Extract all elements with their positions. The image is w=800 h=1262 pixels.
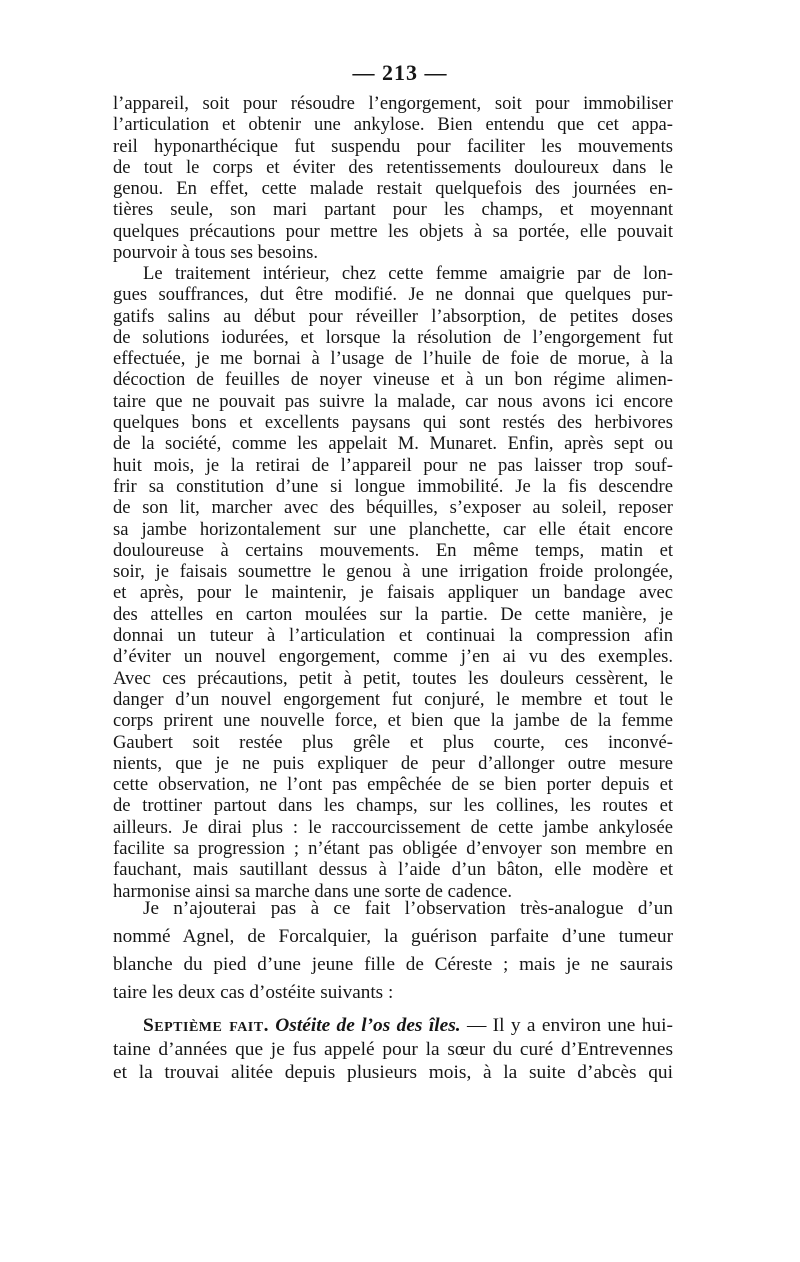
text-line: de la société, comme les appelait M. Munaret. Enfin, après sept ou [113, 433, 673, 455]
text-line: quelques bons et excellents paysans qui sont restés des herbivores [113, 412, 673, 434]
text-line: taire les deux cas d’ostéite suivants : [113, 982, 394, 1003]
text-line: reil hyponarthécique fut suspendu pour faciliter les mouvements [113, 135, 673, 157]
text-line: de son lit, marcher avec des béquilles, s’exposer au soleil, reposer [113, 497, 673, 519]
text-line: donnai un tuteur à l’articulation et continuai la compression afin [113, 625, 673, 647]
text-line: nommé Agnel, de Forcalquier, la guérison parfaite d’une tumeur [113, 926, 673, 947]
text-line: et après, pour le maintenir, je faisais appliquer un bandage avec [113, 582, 673, 604]
text-line: huit mois, je la retirai de l’appareil pour ne pas laisser trop souf- [113, 454, 673, 476]
text-line: ailleurs. Je dirai plus : le raccourcissement de cette jambe ankylosée [113, 816, 673, 838]
text-line: Avec ces précautions, petit à petit, toutes les douleurs cessèrent, le [113, 667, 673, 689]
text-fragment: — Il y a environ une hui- [466, 1015, 673, 1036]
text-line: de trottiner partout dans les champs, sur les collines, les routes et [113, 795, 673, 817]
paragraph-2 [113, 263, 673, 902]
text-line: douloureuse à certains mouvements. En même temps, matin et [113, 539, 673, 561]
paragraph-1 [113, 93, 673, 263]
text-line: Le traitement intérieur, chez cette femme amaigrie par de lon- [143, 263, 673, 284]
text-line: corps prirent une nouvelle force, et bien que la jambe de la femme [113, 710, 673, 732]
text-line: décoction de feuilles de noyer vineuse et à un bon régime alimen- [113, 369, 673, 391]
text-line: facilite sa progression ; n’étant pas obligée d’envoyer son membre en [113, 838, 673, 860]
text-line: l’appareil, soit pour résoudre l’engorgement, soit pour immobiliser [113, 93, 673, 114]
text-line: quelques précautions pour mettre les objets à sa portée, elle pouvait [113, 220, 673, 242]
text-line: gues souffrances, dut être modifié. Je ne donnai que quelques pur- [113, 284, 673, 306]
text-line: sa jambe horizontalement sur une planchette, car elle était encore [113, 518, 673, 540]
section-label: Septième fait. [143, 1015, 269, 1036]
text-line: des attelles en carton moulées sur la partie. De cette manière, je [113, 603, 673, 625]
text-line: Je n’ajouterai pas à ce fait l’observation très-analogue d’un [143, 898, 673, 919]
text-line: pourvoir à tous ses besoins. [113, 242, 319, 264]
page-number: — 213 — [352, 60, 448, 85]
text-line: taire que ne pouvait pas suivre la malade, car nous avons ici encore [113, 390, 673, 412]
text-line: tières seule, son mari partant pour les champs, et moyennant [113, 199, 673, 221]
text-line: cette observation, ne l’ont pas empêchée de se bien porter depuis et [113, 774, 673, 796]
text-line: soir, je faisais soumettre le genou à une irrigation froide prolongée, [113, 561, 673, 583]
section-title: Ostéite de l’os des îles. [275, 1015, 461, 1036]
text-line: harmonise ainsi sa marche dans une sorte de cadence. [113, 880, 513, 902]
paragraph-3 [113, 895, 673, 1007]
text-line: genou. En effet, cette malade restait quelquefois des journées en- [113, 178, 673, 200]
text-line: blanche du pied d’une jeune fille de Céreste ; mais je ne saurais [113, 954, 673, 975]
text-line: d’éviter un nouvel engorgement, comme j’en ai vu des exemples. [113, 646, 673, 668]
text-line [113, 1014, 673, 1038]
paragraph-4 [113, 1014, 673, 1085]
text-line: gatifs salins au début pour réveiller l’absorption, de petites doses [113, 305, 673, 327]
text-line: effectuée, je me bornai à l’usage de l’huile de foie de morue, à la [113, 348, 673, 370]
text-line: de tout le corps et éviter des retentissements douloureux dans le [113, 156, 673, 178]
text-line: l’articulation et obtenir une ankylose. Bien entendu que cet appa- [113, 114, 673, 136]
text-line: frir sa constitution d’une si longue immobilité. Je la fis descendre [113, 475, 673, 497]
text-line: fauchant, mais sautillant dessus à l’aide d’un bâton, elle modère et [113, 859, 673, 881]
text-line: danger d’un nouvel engorgement fut conjuré, le membre et tout le [113, 688, 673, 710]
text-line: et la trouvai alitée depuis plusieurs mois, à la suite d’abcès qui [113, 1062, 673, 1084]
text-line: de solutions iodurées, et lorsque la résolution de l’engorgement fut [113, 326, 673, 348]
text-line: taine d’années que je fus appelé pour la sœur du curé d’Entrevennes [113, 1038, 673, 1060]
text-line: nients, que je ne puis expliquer de peur d’allonger outre mesure [113, 752, 673, 774]
text-line: Gaubert soit restée plus grêle et plus courte, ces inconvé- [113, 731, 673, 753]
